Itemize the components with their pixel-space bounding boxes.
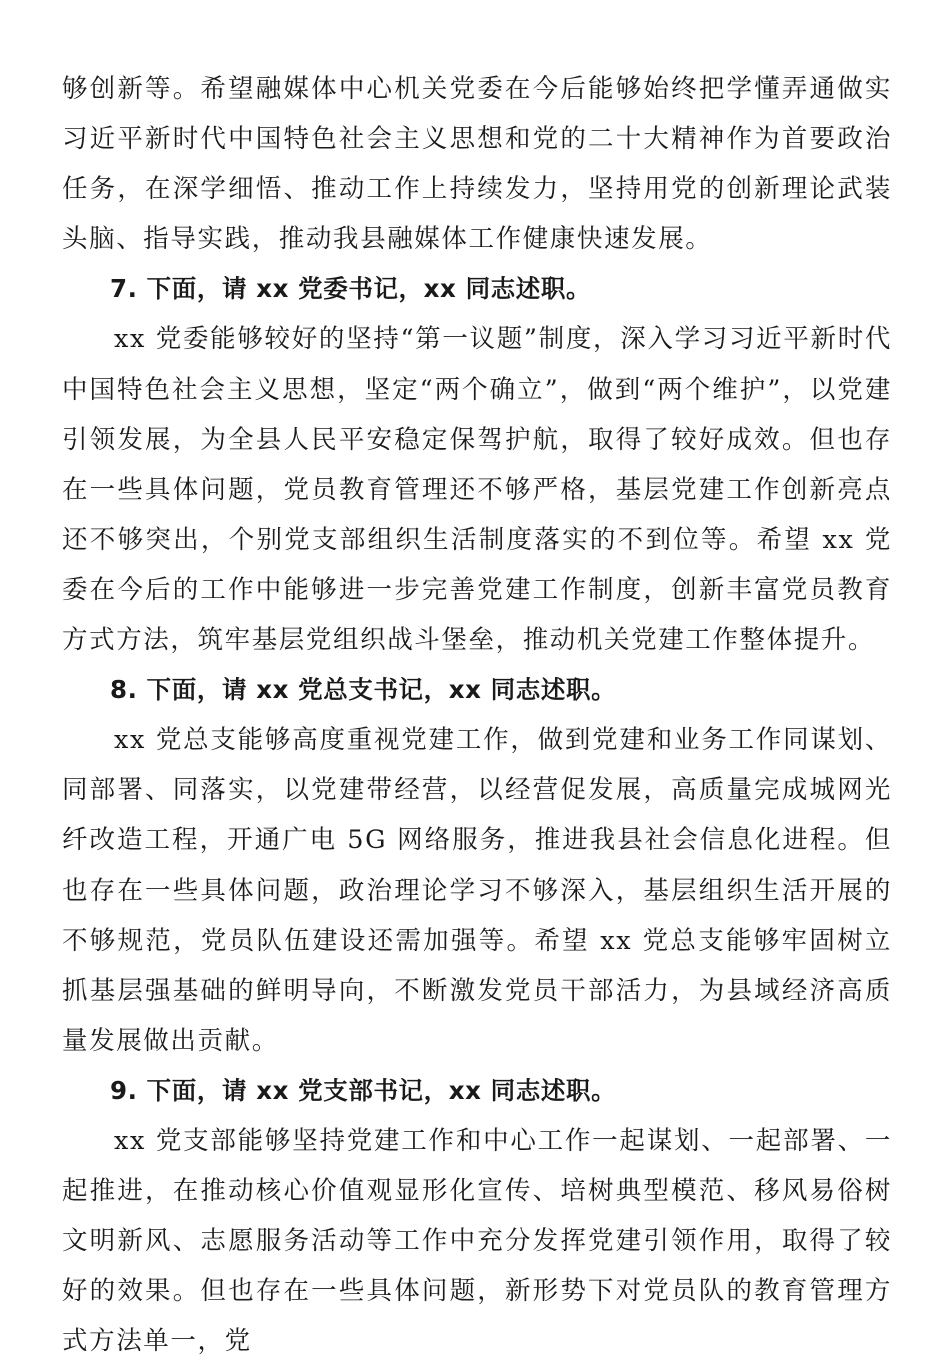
paragraph-party-committee: xx 党委能够较好的坚持“第一议题”制度，深入学习习近平新时代中国特色社会主义思想，坚定“两个确立”，做到“两个维护”，以党建引领发展，为全县人民平安稳定保驾护航，取得了较好成效。但也存在一些具体问题，党员教育管理还不够严格，基层党建工作创新亮点还不够突出，个别党支部组织生活制度落实的不到位等。希望 xx 党委在今后的工作中能够进一步完善党建工作制度，创新丰富党员教育方式方法，筑牢基层党组织战斗堡垒，推动机关党建工作整体提升。 (62, 324, 892, 656)
section-heading-7: 7. 下面，请 xx 党委书记，xx 同志述职。 (110, 274, 592, 304)
section-heading-9: 9. 下面，请 xx 党支部书记，xx 同志述职。 (110, 1075, 617, 1105)
paragraph-continuation: 够创新等。希望融媒体中心机关党委在今后能够始终把学懂弄通做实习近平新时代中国特色社会主义思想和党的二十大精神作为首要政治任务，在深学细悟、推动工作上持续发力，坚持用党的创新理论武装头脑、指导实践，推动我县融媒体工作健康快速发展。 (62, 74, 892, 255)
paragraph-general-branch: xx 党总支能够高度重视党建工作，做到党建和业务工作同谋划、同部署、同落实，以党建带经营，以经营促发展，高质量完成城网光纤改造工程，开通广电 5G 网络服务，推进我县社会信息化进程。但也存在一些具体问题，政治理论学习不够深入，基层组织生活开展的不够规范，党员队伍建设还需加强等。希望 xx 党总支能够牢固树立抓基层强基础的鲜明导向，不断激发党员干部活力，为县域经济高质量发展做出贡献。 (62, 725, 892, 1056)
section-heading-8: 8. 下面，请 xx 党总支书记，xx 同志述职。 (110, 675, 617, 705)
document-page (62, 64, 892, 1366)
paragraph-party-branch: xx 党支部能够坚持党建工作和中心工作一起谋划、一起部署、一起推进，在推动核心价值观显形化宣传、培树典型模范、移风易俗树文明新风、志愿服务活动等工作中充分发挥党建引领作用，取得了较好的效果。但也存在一些具体问题，新形势下对党员队的教育管理方式方法单一，党 (62, 1125, 892, 1357)
